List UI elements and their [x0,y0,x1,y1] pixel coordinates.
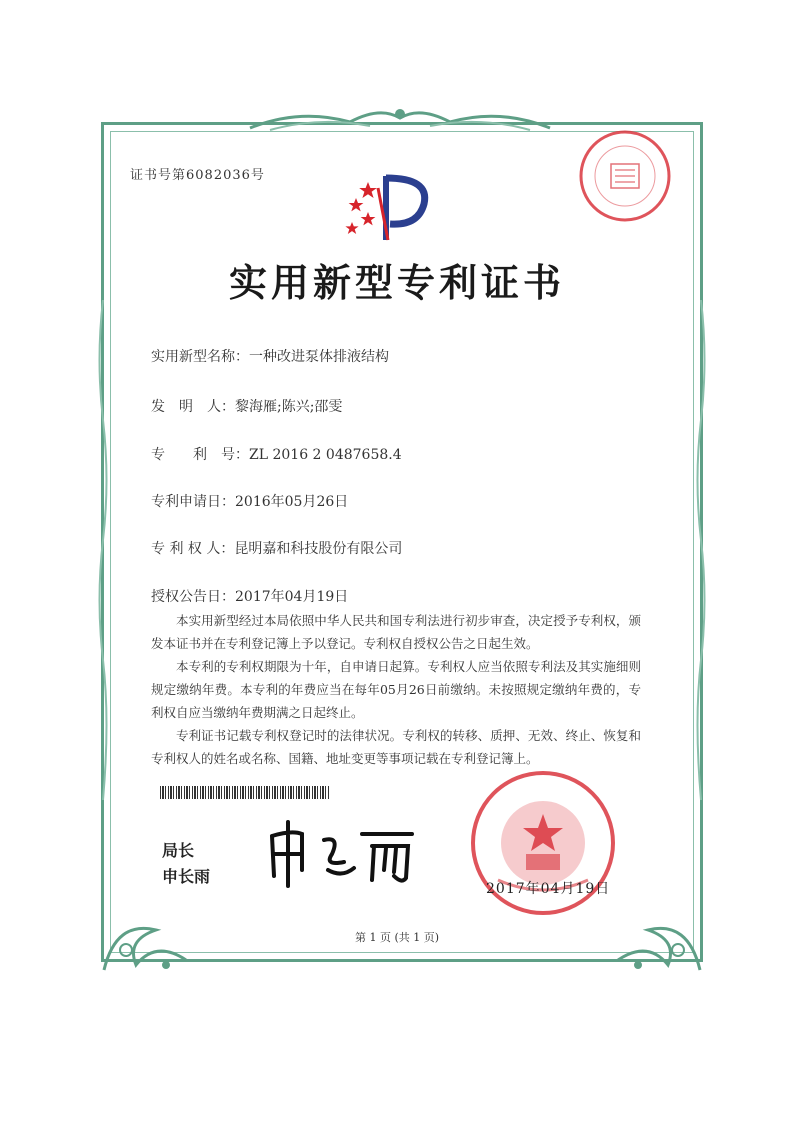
field-value: 2017年04月19日 [235,589,349,605]
field-patent-number [151,444,402,464]
field-label: 发 明 人： [151,399,235,415]
field-grant-date [151,586,348,606]
field-inventors [151,396,342,416]
field-value: 黎海雁;陈兴;邵雯 [235,399,343,415]
director-name: 申长雨 [162,867,211,886]
field-label: 授权公告日： [151,589,235,605]
field-utility-model-name [151,346,389,366]
issuing-authority-seal [575,126,675,226]
certificate-body [151,609,641,770]
field-label: 专利申请日： [151,494,235,510]
field-value: ZL 2016 2 0487658.4 [249,447,402,463]
right-ornament [694,300,708,800]
field-value: 2016年05月26日 [235,494,349,510]
field-patentee [151,538,402,558]
field-label: 实用新型名称： [151,349,249,365]
left-ornament [96,300,110,800]
field-application-date [151,491,348,511]
field-label: 专 利 号： [151,447,249,463]
page-indicator: 第 1 页 (共 1 页) [354,931,440,944]
director-title: 局长 [162,841,195,860]
certificate-number: 证书号第6082036号 [130,168,265,183]
seal-date: 2017年04月19日 [486,881,611,897]
field-label: 专 利 权 人： [151,541,235,557]
body-paragraph: 本实用新型经过本局依照中华人民共和国专利法进行初步审查，决定授予专利权，颁发本证书并在专利登记簿上予以登记。专利权自授权公告之日起生效。 [151,613,641,651]
certificate-title: 实用新型专利证书 [228,261,565,305]
director-signature [262,818,422,888]
field-value: 昆明嘉和科技股份有限公司 [234,541,403,557]
patent-office-logo [338,168,438,248]
body-paragraph: 本专利的专利权期限为十年，自申请日起算。专利权人应当依照专利法及其实施细则规定缴纳年费。本专利的年费应当在每年05月26日前缴纳。未按照规定缴纳年费的，专利权自应当缴纳年费期满之日起终止。 [151,659,641,720]
barcode [160,786,330,799]
body-paragraph: 专利证书记载专利权登记时的法律状况。专利权的转移、质押、无效、终止、恢复和专利权人的姓名或名称、国籍、地址变更等事项记载在专利登记簿上。 [151,728,641,766]
field-value: 一种改进泵体排液结构 [249,349,389,365]
